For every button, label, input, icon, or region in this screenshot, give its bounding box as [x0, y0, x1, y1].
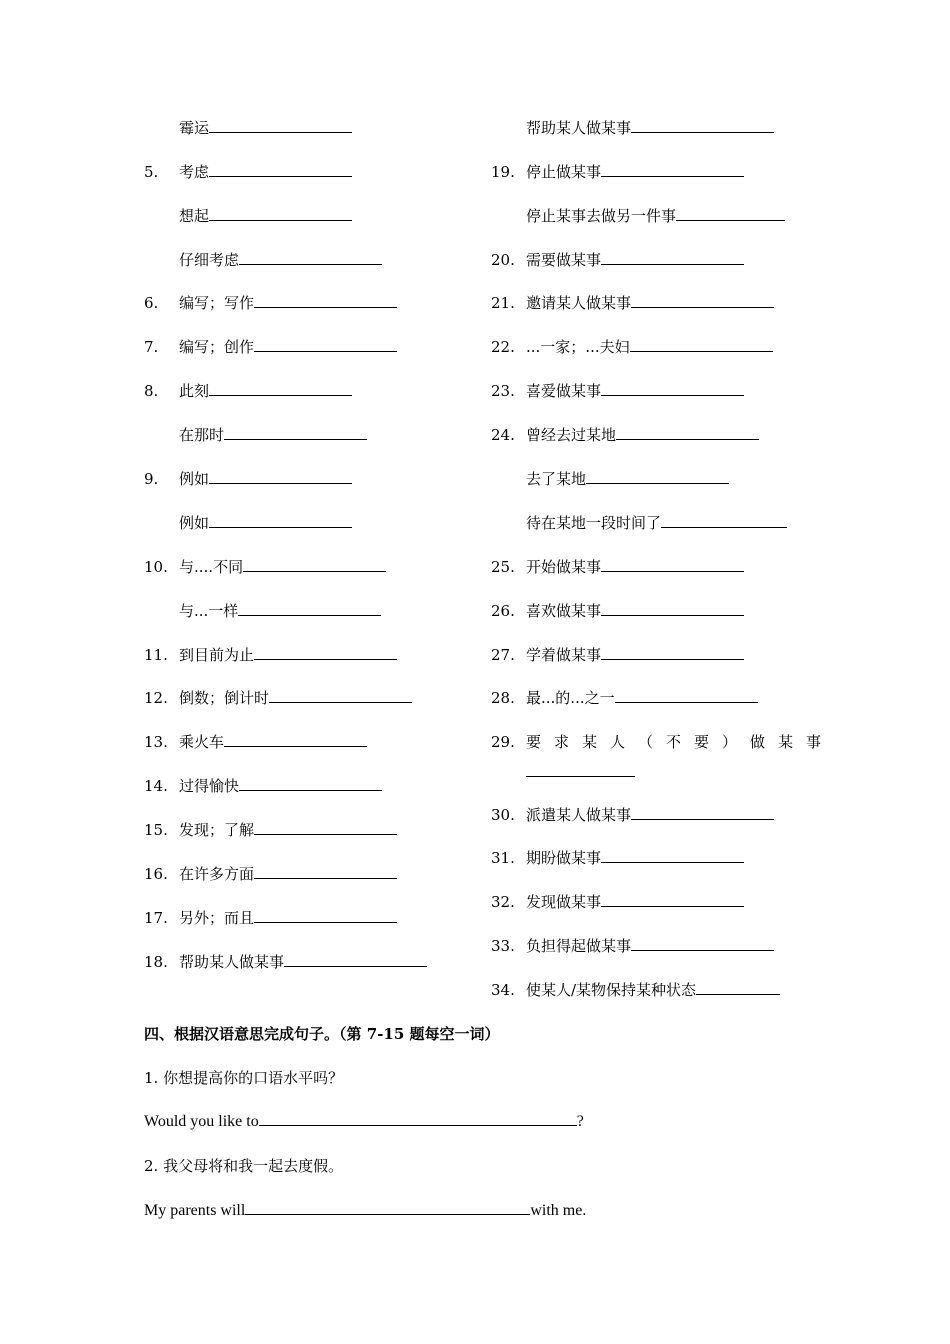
item-term: 喜爱做某事 [526, 382, 602, 400]
item-term: 仔细考虑 [179, 251, 240, 269]
item-term: 乘火车 [179, 733, 225, 751]
answer-blank[interactable] [269, 687, 412, 703]
item-term: 发现做某事 [526, 893, 602, 911]
list-item [144, 161, 352, 183]
item-number: 19. [491, 163, 515, 181]
item-term: 编写；写作 [179, 294, 255, 312]
sentence-end: with me. [530, 1202, 587, 1219]
list-item [491, 292, 774, 314]
answer-blank[interactable] [254, 336, 397, 352]
item-number: 29. [491, 733, 515, 751]
item-number: 28. [491, 689, 515, 707]
answer-blank[interactable] [661, 512, 787, 528]
item-number: 16. [144, 865, 168, 883]
item-number: 6. [144, 294, 159, 312]
item-term: 例如 [179, 514, 210, 532]
item-number: 31. [491, 849, 515, 867]
answer-blank[interactable] [601, 847, 744, 863]
item-term: 去了某地 [526, 470, 587, 488]
answer-blank[interactable] [209, 380, 352, 396]
list-item [491, 687, 758, 709]
item-number: 34. [491, 981, 515, 999]
item-number: 24. [491, 426, 515, 444]
answer-blank[interactable] [601, 249, 744, 265]
list-item [491, 644, 744, 666]
question-2-english [144, 1199, 586, 1222]
list-item [491, 556, 744, 578]
list-item [144, 556, 386, 578]
item-term: 要求某人（不要）做某事 [526, 733, 835, 751]
answer-blank[interactable] [245, 1199, 530, 1215]
list-item [144, 731, 367, 753]
question-1-english [144, 1110, 584, 1133]
sentence-end: ? [576, 1113, 584, 1130]
item-term: 派遣某人做某事 [526, 806, 632, 824]
answer-blank[interactable] [209, 117, 352, 133]
sentence-start: Would you like to [144, 1113, 259, 1130]
answer-blank[interactable] [239, 775, 382, 791]
answer-blank[interactable] [209, 512, 352, 528]
answer-blank[interactable] [243, 556, 386, 572]
answer-blank[interactable] [615, 687, 758, 703]
answer-blank[interactable] [254, 863, 397, 879]
answer-blank[interactable] [254, 819, 397, 835]
answer-blank[interactable] [631, 935, 774, 951]
item-number: 21. [491, 294, 515, 312]
item-term: 开始做某事 [526, 558, 602, 576]
list-item [144, 292, 397, 314]
list-item [144, 687, 412, 709]
item-number: 23. [491, 382, 515, 400]
answer-blank[interactable] [616, 424, 759, 440]
item-term: 到目前为止 [179, 646, 255, 664]
list-item [144, 775, 382, 797]
answer-blank[interactable] [224, 731, 367, 747]
list-item [491, 600, 744, 622]
item-number: 11. [144, 646, 168, 664]
list-item [491, 731, 834, 753]
item-term: 需要做某事 [526, 251, 602, 269]
list-item [491, 891, 744, 913]
item-term: 邀请某人做某事 [526, 294, 632, 312]
answer-blank[interactable] [631, 292, 774, 308]
item-term: 考虑 [179, 163, 210, 181]
answer-blank[interactable] [238, 600, 381, 616]
item-number: 12. [144, 689, 168, 707]
list-item [144, 600, 381, 622]
item-term: 使某人/某物保持某种状态 [526, 981, 697, 999]
list-item [144, 907, 397, 929]
list-item [491, 424, 759, 446]
answer-blank[interactable] [239, 249, 382, 265]
item-term: 帮助某人做某事 [179, 953, 285, 971]
question-1-chinese: 1. 你想提高你的口语水平吗？ [144, 1069, 344, 1087]
answer-blank[interactable] [601, 644, 744, 660]
item-term: 停止某事去做另一件事 [526, 207, 677, 225]
item-number: 33. [491, 937, 515, 955]
list-item [491, 117, 774, 139]
wrapped-answer-line [526, 761, 635, 783]
list-item [144, 644, 397, 666]
item-term: 编写；创作 [179, 338, 255, 356]
list-item [491, 249, 744, 271]
question-2-chinese: 2. 我父母将和我一起去度假。 [144, 1157, 344, 1175]
list-item [144, 819, 397, 841]
list-item [491, 336, 773, 358]
answer-blank[interactable] [209, 205, 352, 221]
list-item [144, 424, 367, 446]
list-item [491, 161, 744, 183]
answer-blank[interactable] [601, 380, 744, 396]
item-term: 在许多方面 [179, 865, 255, 883]
answer-blank[interactable] [259, 1110, 577, 1126]
item-number: 20. [491, 251, 515, 269]
list-item [491, 804, 774, 826]
item-term: 帮助某人做某事 [526, 119, 632, 137]
list-item [144, 512, 352, 534]
item-term: 与....不同 [179, 558, 244, 576]
list-item [144, 117, 352, 139]
item-term: ...一家；...夫妇 [526, 338, 630, 356]
list-item [144, 951, 427, 973]
item-term: 另外；而且 [179, 909, 255, 927]
item-number: 15. [144, 821, 168, 839]
item-term: 最...的...之一 [526, 689, 615, 707]
answer-blank[interactable] [224, 424, 367, 440]
list-item [144, 863, 397, 885]
item-number: 13. [144, 733, 168, 751]
item-term: 负担得起做某事 [526, 937, 632, 955]
list-item [491, 979, 780, 1001]
sentence-start: My parents will [144, 1202, 246, 1219]
item-term: 发现；了解 [179, 821, 255, 839]
item-term: 在那时 [179, 426, 225, 444]
answer-blank[interactable] [631, 804, 774, 820]
item-term: 例如 [179, 470, 210, 488]
answer-blank[interactable] [209, 468, 352, 484]
list-item [491, 847, 744, 869]
item-term: 待在某地一段时间了 [526, 514, 662, 532]
list-item [491, 468, 729, 490]
answer-blank[interactable] [254, 907, 397, 923]
item-term: 曾经去过某地 [526, 426, 617, 444]
item-term: 霉运 [179, 119, 210, 137]
item-number: 10. [144, 558, 168, 576]
answer-blank[interactable] [676, 205, 785, 221]
answer-blank[interactable] [601, 556, 744, 572]
list-item [491, 380, 744, 402]
item-number: 30. [491, 806, 515, 824]
list-item [144, 380, 352, 402]
list-item [491, 205, 785, 227]
answer-blank[interactable] [254, 292, 397, 308]
item-number: 32. [491, 893, 515, 911]
list-item [144, 249, 382, 271]
item-number: 5. [144, 163, 159, 181]
item-number: 9. [144, 470, 159, 488]
answer-blank[interactable] [601, 161, 744, 177]
item-number: 22. [491, 338, 515, 356]
answer-blank[interactable] [586, 468, 729, 484]
list-item [144, 205, 352, 227]
item-term: 过得愉快 [179, 777, 240, 795]
item-number: 14. [144, 777, 168, 795]
item-number: 18. [144, 953, 168, 971]
item-term: 想起 [179, 207, 210, 225]
answer-blank[interactable] [254, 644, 397, 660]
item-term: 喜欢做某事 [526, 602, 602, 620]
item-number: 25. [491, 558, 515, 576]
answer-blank[interactable] [526, 761, 635, 777]
list-item [144, 336, 397, 358]
item-term: 倒数；倒计时 [179, 689, 270, 707]
item-term: 学着做某事 [526, 646, 602, 664]
answer-blank[interactable] [696, 979, 780, 995]
answer-blank[interactable] [631, 117, 774, 133]
answer-blank[interactable] [601, 600, 744, 616]
list-item [491, 512, 787, 534]
item-number: 27. [491, 646, 515, 664]
item-term: 期盼做某事 [526, 849, 602, 867]
item-number: 8. [144, 382, 159, 400]
item-term: 停止做某事 [526, 163, 602, 181]
answer-blank[interactable] [284, 951, 427, 967]
answer-blank[interactable] [209, 161, 352, 177]
section-four-title: 四、根据汉语意思完成句子。（第 7-15 题每空一词） [144, 1025, 500, 1043]
item-number: 17. [144, 909, 168, 927]
item-number: 7. [144, 338, 159, 356]
list-item [491, 935, 774, 957]
answer-blank[interactable] [630, 336, 773, 352]
item-number: 26. [491, 602, 515, 620]
item-term: 与...一样 [179, 602, 239, 620]
list-item [144, 468, 352, 490]
item-term: 此刻 [179, 382, 210, 400]
answer-blank[interactable] [601, 891, 744, 907]
